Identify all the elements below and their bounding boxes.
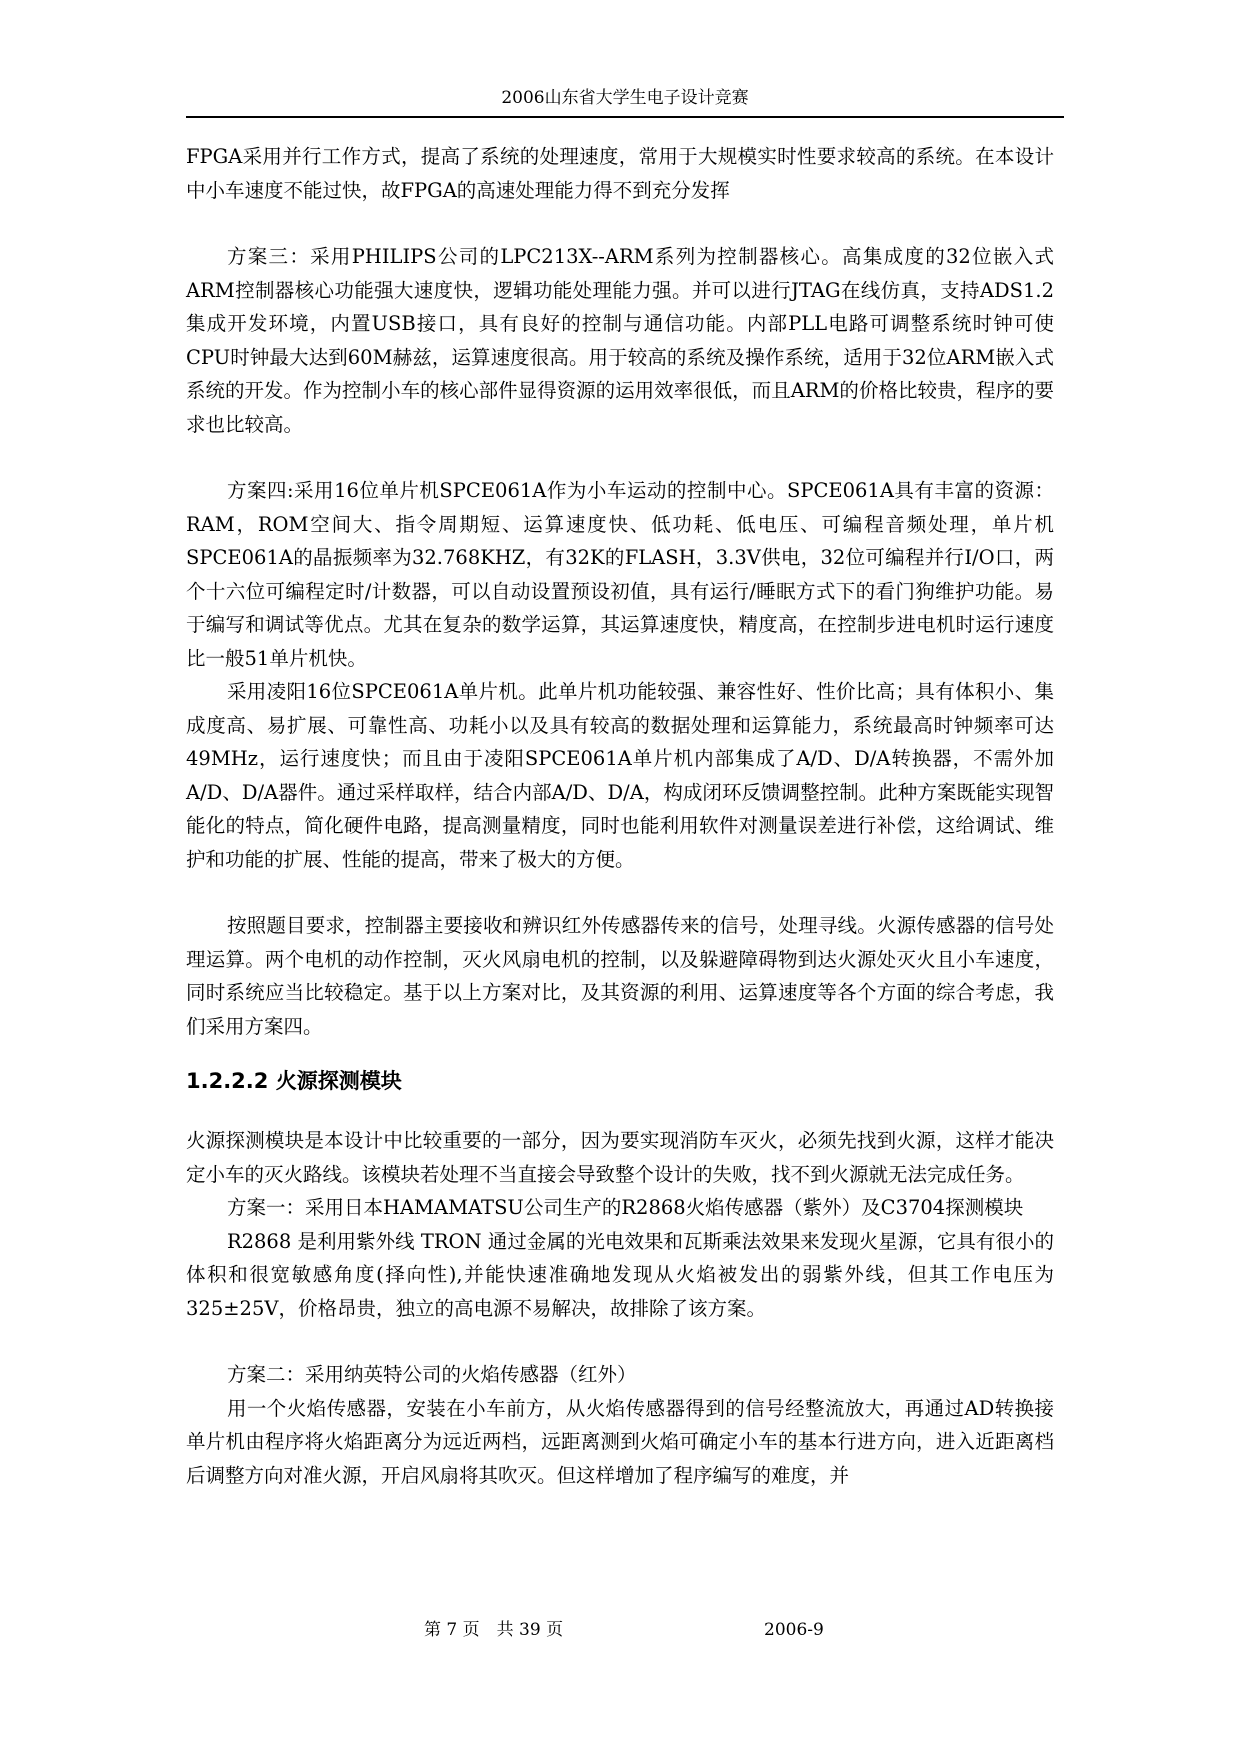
paragraph-scheme-three: 方案三：采用PHILIPS公司的LPC213X--ARM系列为控制器核心。高集成度的32位嵌入式ARM控制器核心功能强大速度快，逻辑功能处理能力强。并可以进行JTAG在线仿真，支持ADS1.2集成开发环境，内置USB接口，具有良好的控制与通信功能。内部PLL电路可调整系统时钟可使CPU时钟最大达到60M赫兹，运算速度很高。用于较高的系统及操作系统，适用于32位ARM嵌入式系统的开发。作为控制小车的核心部件显得资源的运用效率很低，而且ARM的价格比较贵，程序的要求也比较高。 [186,245,1054,436]
paragraph-spce061a: 采用凌阳16位SPCE061A单片机。此单片机功能较强、兼容性好、性价比高；具有体积小、集成度高、易扩展、可靠性高、功耗小以及具有较高的数据处理和运算能力，系统最高时钟频率可达49MHz，运行速度快；而且由于凌阳SPCE061A单片机内部集成了A/D、D/A转换器，不需外加A/D、D/A器件。通过采样取样，结合内部A/D、D/A，构成闭环反馈调整控制。此种方案既能实现智能化的特点，简化硬件电路，提高测量精度，同时也能利用软件对测量误差进行补偿，这给调试、维护和功能的扩展、性能的提高，带来了极大的方便。 [186,680,1054,871]
paragraph-conclusion: 按照题目要求，控制器主要接收和辨识红外传感器传来的信号，处理寻线。火源传感器的信号处理运算。两个电机的动作控制，灭火风扇电机的控制，以及躲避障碍物到达火源处灭火且小车速度，同时系统应当比较稳定。基于以上方案对比，及其资源的利用、运算速度等各个方面的综合考虑，我们采用方案四。 [186,914,1054,1038]
paragraph-r2868: R2868 是利用紫外线 TRON 通过金属的光电效果和瓦斯乘法效果来发现火星源，它具有很小的体积和很宽敏感角度(择向性),并能快速准确地发现从火焰被发出的弱紫外线，但其工作电压为325±25V，价格昂贵，独立的高电源不易解决，故排除了该方案。 [186,1229,1054,1320]
paragraph-flame-sensor: 用一个火焰传感器，安装在小车前方，从火焰传感器得到的信号经整流放大，再通过AD转换接单片机由程序将火焰距离分为远近两档，远距离测到火焰可确定小车的基本行进方向，进入近距离档后调整方向对准火源，开启风扇将其吹灭。但这样增加了程序编写的难度，并 [186,1396,1054,1487]
paragraph-scheme-four: 方案四:采用16位单片机SPCE061A作为小车运动的控制中心。SPCE061A具有丰富的资源：RAM，ROM空间大、指令周期短、运算速度快、低功耗、低电压、可编程音频处理，单片机SPCE061A的晶振频率为32.768KHZ，有32K的FLASH，3.3V供电，32位可编程并行I/O口，两个十六位可编程定时/计数器，可以自动设置预设初值，具有运行/睡眠方式下的看门狗维护功能。易于编写和调试等优点。尤其在复杂的数学运算，其运算速度快，精度高，在控制步进电机时运行速度比一般51单片机快。 [186,479,1054,670]
footer-date: 2006-9 [764,1620,824,1640]
page-header-title: 2006山东省大学生电子设计竞赛 [501,88,749,108]
paragraph-fire-scheme-one: 方案一：采用日本HAMAMATSU公司生产的R2868火焰传感器（紫外）及C3704探测模块 [226,1196,1024,1219]
paragraph-fpga: FPGA采用并行工作方式，提高了系统的处理速度，常用于大规模实时性要求较高的系统。在本设计中小车速度不能过快，故FPGA的高速处理能力得不到充分发挥 [186,145,1054,202]
footer-page-number: 第 7 页 共 39 页 [424,1620,564,1640]
section-heading: 1.2.2.2 火源探测模块 [186,1069,402,1093]
paragraph-fire-scheme-two: 方案二：采用纳英特公司的火焰传感器（红外） [226,1363,637,1386]
document-body [186,140,1054,1492]
paragraph-fire-detection: 火源探测模块是本设计中比较重要的一部分，因为要实现消防车灭火，必须先找到火源，这样才能决定小车的灭火路线。该模块若处理不当直接会导致整个设计的失败，找不到火源就无法完成任务。 [186,1129,1054,1186]
header-rule [186,116,1064,118]
